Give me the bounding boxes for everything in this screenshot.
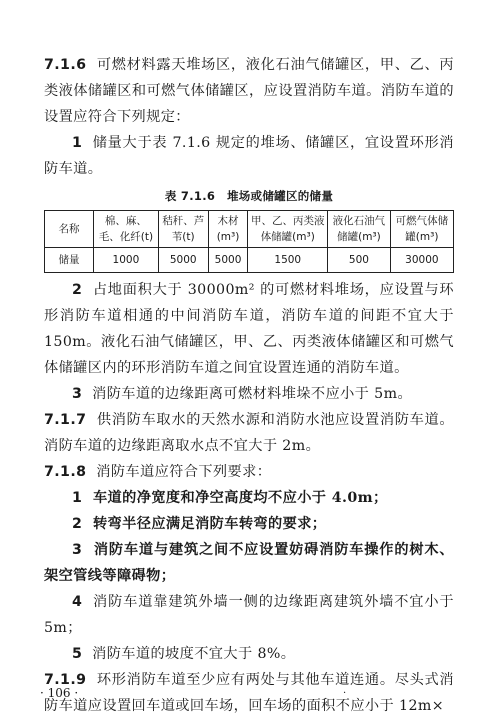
clause-number: 7.1.9 <box>44 672 87 688</box>
clause-item-1 <box>44 130 454 182</box>
table-header-cell: 棉、麻、毛、化纤(t) <box>94 211 159 248</box>
requirement-1 <box>44 485 454 511</box>
stray-mark: · <box>343 688 347 699</box>
item-number: 1 <box>72 490 83 506</box>
item-number: 5 <box>72 646 83 662</box>
item-text: 车道的净宽度和净空高度均不应小于 4.0m； <box>92 490 388 506</box>
requirement-5 <box>44 641 454 667</box>
table-header-cell: 秸秆、芦苇(t) <box>158 211 208 248</box>
table-header-cell: 液化石油气储罐(m³) <box>328 211 391 248</box>
item-number: 2 <box>72 282 83 298</box>
table-cell: 1000 <box>94 248 159 273</box>
item-number: 1 <box>72 135 83 151</box>
clause-number: 7.1.8 <box>44 464 87 480</box>
item-text: 消防车道靠建筑外墙一侧的边缘距离建筑外墙不宜小于 5m； <box>44 594 454 636</box>
clause-7-1-9 <box>44 667 454 719</box>
item-text: 消防车道的坡度不宜大于 8%。 <box>92 646 296 662</box>
item-number: 3 <box>72 386 83 402</box>
table-header-cell: 甲、乙、丙类液体储罐(m³) <box>248 211 328 248</box>
table-header-cell: 木材(m³) <box>208 211 248 248</box>
table-cell: 500 <box>328 248 391 273</box>
item-text: 消防车道的边缘距离可燃材料堆垛不应小于 5m。 <box>92 386 413 402</box>
clause-text: 供消防车取水的天然水源和消防水池应设置消防车道。消防车道的边缘距离取水点不宜大于 2m。 <box>44 412 454 454</box>
clause-text: 可燃材料露天堆场区，液化石油气储罐区，甲、乙、丙类液体储罐区和可燃气体储罐区，应设置消防车道。消防车道的设置应符合下列规定： <box>44 57 454 125</box>
table-header-row <box>45 211 454 248</box>
item-number: 2 <box>72 516 83 532</box>
clause-item-3 <box>44 381 454 407</box>
requirement-4 <box>44 589 454 641</box>
item-text: 消防车道与建筑之间不应设置妨碍消防车操作的树木、架空管线等障碍物； <box>44 542 454 584</box>
item-text: 转弯半径应满足消防车转弯的要求； <box>92 516 327 532</box>
item-text: 储量大于表 7.1.6 规定的堆场、储罐区，宜设置环形消防车道。 <box>44 135 454 177</box>
clause-number: 7.1.6 <box>44 57 87 73</box>
table-cell: 5000 <box>158 248 208 273</box>
document-page <box>44 52 454 719</box>
clause-item-2 <box>44 277 454 381</box>
table-cell: 1500 <box>248 248 328 273</box>
clause-text: 环形消防车道至少应有两处与其他车道连通。尽头式消防车道应设置回车道或回车场，回车场的面积不应小于 12m× <box>44 672 454 714</box>
item-text: 占地面积大于 30000m² 的可燃材料堆场，应设置与环形消防车道相通的中间消防车道，消防车道的间距不宜大于 150m。液化石油气储罐区，甲、乙、丙类液体储罐区和可燃气体储罐区内的环形消防车道之间宜设置连通的消防车道。 <box>44 282 454 376</box>
page-number: · 106 · <box>40 686 79 700</box>
table-caption: 表 7.1.6 堆场或储罐区的储量 <box>164 189 334 203</box>
clause-text: 消防车道应符合下列要求： <box>96 464 272 480</box>
table-cell: 5000 <box>208 248 248 273</box>
storage-table <box>44 210 454 273</box>
clause-7-1-7 <box>44 407 454 459</box>
table-row <box>45 248 454 273</box>
table-header-cell: 可燃气体储罐(m³) <box>390 211 453 248</box>
clause-7-1-6 <box>44 52 454 130</box>
table-cell: 30000 <box>390 248 453 273</box>
table-row-label: 储量 <box>45 248 94 273</box>
table-header-label: 名称 <box>45 211 94 248</box>
requirement-3 <box>44 537 454 589</box>
requirement-2 <box>44 511 454 537</box>
clause-7-1-8 <box>44 459 454 485</box>
item-number: 4 <box>72 594 83 610</box>
item-number: 3 <box>72 542 83 558</box>
clause-number: 7.1.7 <box>44 412 87 428</box>
